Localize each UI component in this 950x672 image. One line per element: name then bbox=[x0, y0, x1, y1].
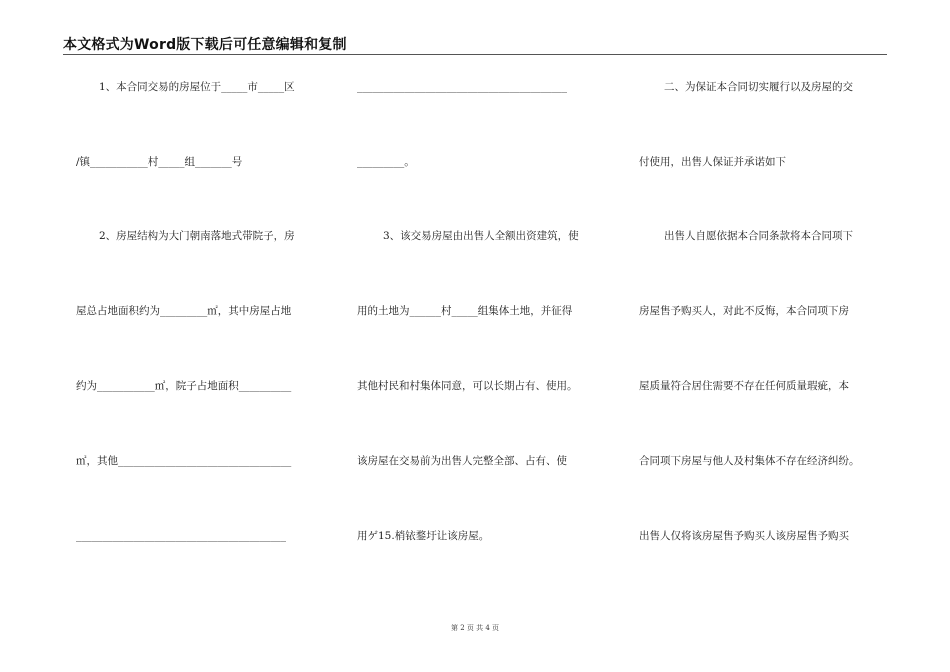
text-line: 用的土地为______村_____组集体土地，并征得 bbox=[357, 305, 573, 317]
text-line: 1、本合同交易的房屋位于_____市_____区 bbox=[99, 81, 295, 93]
text-line: 出售人仅将该房屋售予购买人该房屋售予购买 bbox=[639, 530, 849, 542]
page-header bbox=[63, 34, 887, 55]
text-line: 出售人自愿依据本合同条款将本合同项下 bbox=[664, 230, 853, 242]
page-number: 第 2 页 共 4 页 bbox=[450, 624, 500, 632]
text-line: _________。 bbox=[357, 156, 415, 168]
text-line: 3、该交易房屋由出售人全额出资建筑，使 bbox=[383, 230, 579, 242]
text-line: /镇___________村_____组_______号 bbox=[76, 156, 243, 168]
text-line: 付使用，出售人保证并承诺如下 bbox=[639, 156, 786, 168]
header-title: 本文格式为Word版下载后可任意编辑和复制 bbox=[63, 37, 347, 53]
text-line: ________________________________________ bbox=[76, 530, 286, 542]
text-line: 屋总占地面积约为_________㎡，其中房屋占地 bbox=[76, 305, 292, 317]
text-line: 其他村民和村集体同意，可以长期占有、使用。 bbox=[357, 380, 578, 392]
text-line: 屋质量符合居住需要不存在任何质量瑕疵，本 bbox=[639, 380, 849, 392]
text-line: 二、为保证本合同切实履行以及房屋的交 bbox=[664, 81, 853, 93]
text-line: 用ゲ15.梢铱鍪圩让该房屋。 bbox=[357, 530, 490, 542]
text-line: 合同项下房屋与他人及村集体不存在经济纠纷。 bbox=[639, 455, 860, 467]
text-line: 约为___________㎡，院子占地面积__________ bbox=[76, 380, 292, 392]
text-line: 2、房屋结构为大门朝南落地式带院子，房 bbox=[99, 230, 295, 242]
text-line: 该房屋在交易前为出售人完整全部、占有、使 bbox=[357, 455, 567, 467]
text-line: ㎡，其他_________________________________ bbox=[76, 455, 292, 467]
text-line: 房屋售予购买人，对此不反悔，本合同项下房 bbox=[639, 305, 849, 317]
text-line: ________________________________________ bbox=[357, 81, 567, 93]
